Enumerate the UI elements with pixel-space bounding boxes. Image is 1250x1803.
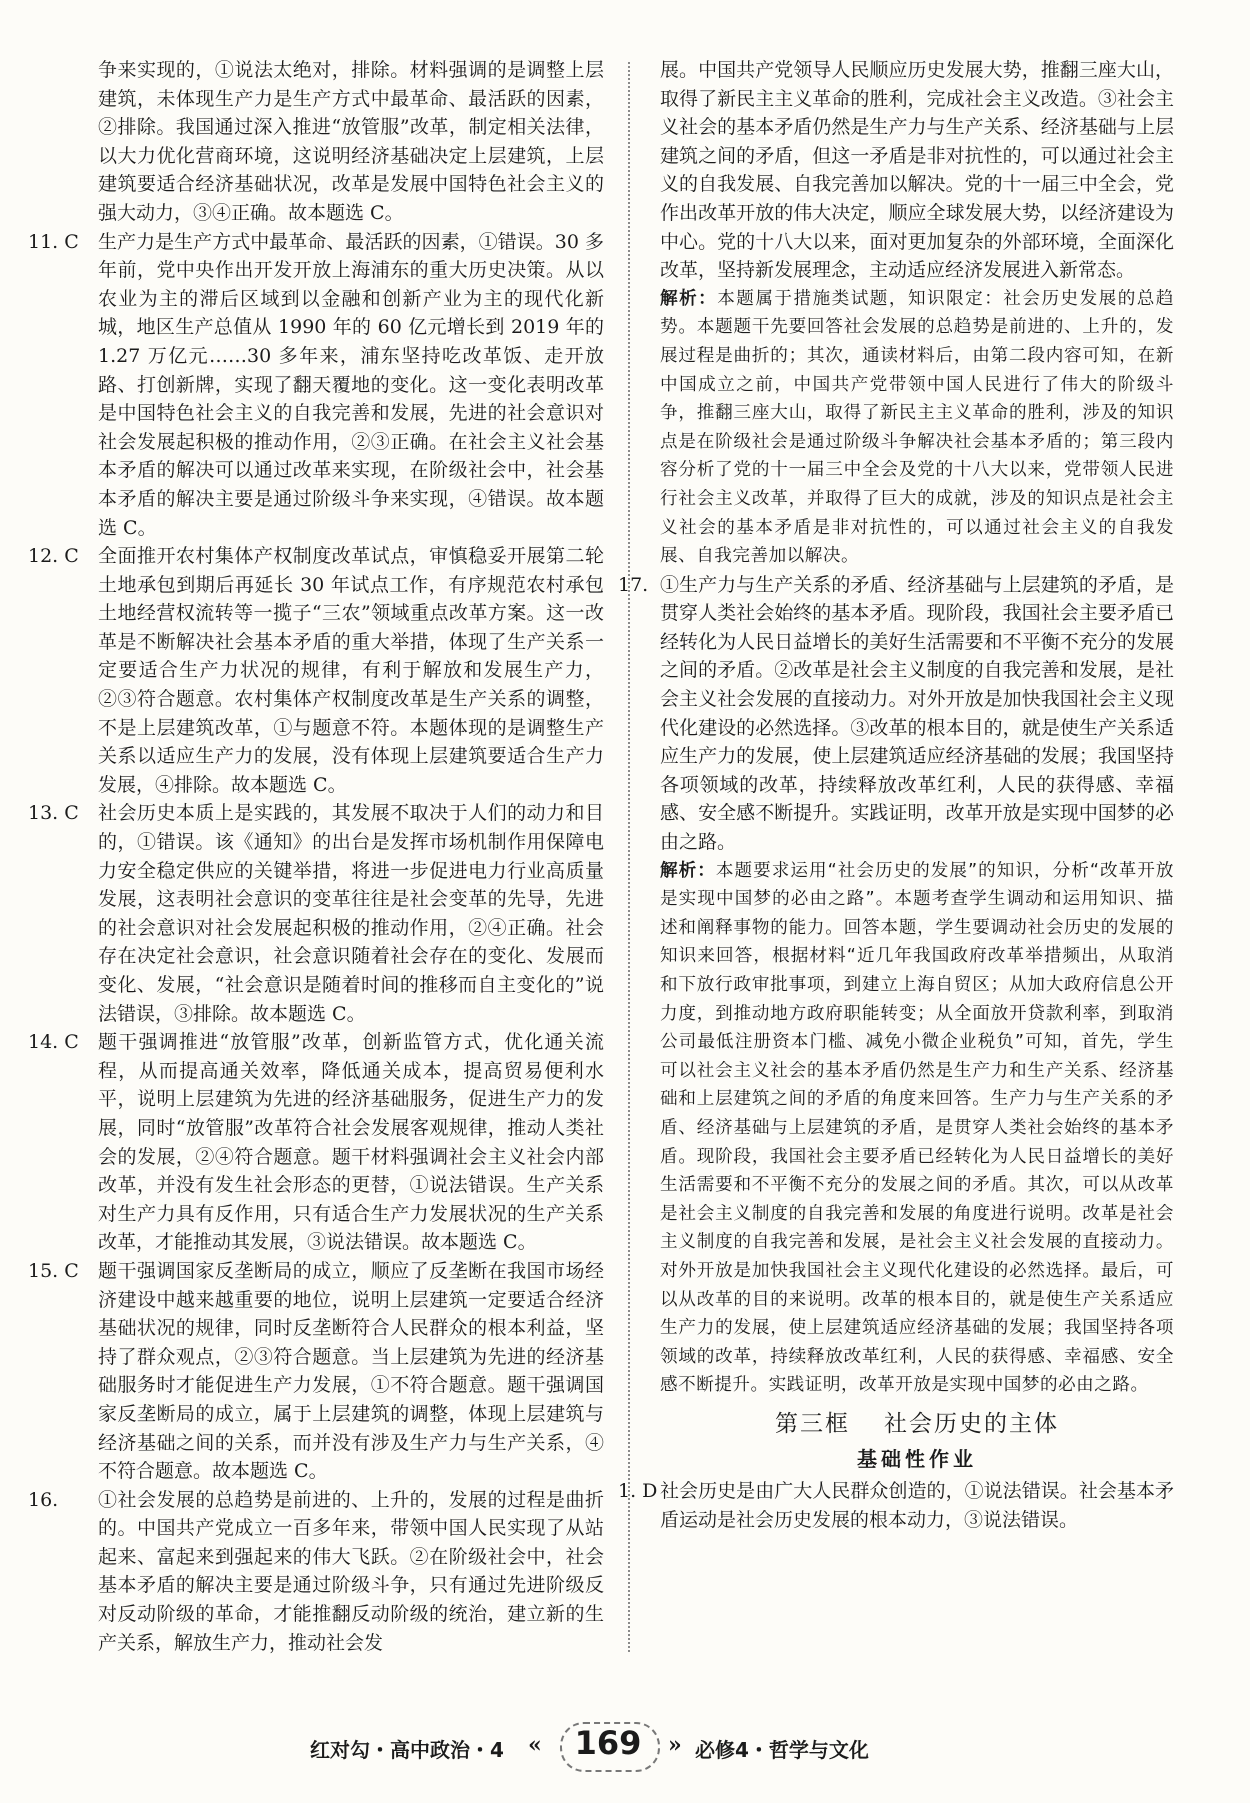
answer-text: 题干强调国家反垄断局的成立，顺应了反垄断在我国市场经济建设中越来越重要的地位，说明上层建筑一定要适合经济基础状况的规律，同时反垄断符合人民群众的根本利益，坚持了群众观点，②③符合题意。当上层建筑为先进的经济基础服务时才能促进生产力发展，①不符合题意。题干强调国家反垄断局的成立，属于上层建筑的调整，体现上层建筑与经济基础之间的关系，而并没有涉及生产力与生产关系，④不符合题意。故本题选 C。 [98,1259,604,1483]
answer-number: 15. C [28,1259,79,1282]
answer-text: 题干强调推进“放管服”改革，创新监管方式，优化通关流程，从而提高通关效率，降低通关成本，提高贸易便利水平，说明上层建筑为先进的经济基础服务，促进生产力的发展，同时“放管服”改革符合社会发展客观规律，推动人类社会的发展，②④符合题意。题干材料强调社会主义社会内部改革，并没有发生社会形态的更替，①说法错误。生产关系对生产力具有反作用，只有适合生产力发展状况的生产关系改革，才能推动其发展，③说法错误。故本题选 C。 [98,1031,604,1254]
answer-number: 13. C [28,802,79,825]
answer-number: 17. [618,573,649,596]
answer-text: ①生产力与生产关系的矛盾、经济基础与上层建筑的矛盾，是贯穿人类社会始终的基本矛盾。现阶段，我国社会主要矛盾已经转化为人民日益增长的美好生活需要和不平衡不充分的发展之间的矛盾。②改革是社会主义制度的自我完善和发展，是社会主义社会发展的直接动力。对外开放是加快我国社会主义现代化建设的必然选择。③改革的根本目的，就是使生产关系适应生产力的发展，使上层建筑适应经济基础的发展；我国坚持各项领域的改革，持续释放改革红利，人民的获得感、幸福感、安全感不断提升。实践证明，改革开放是实现中国梦的必由之路。 [660,573,1174,854]
analysis-label: 解析： [660,860,716,881]
answer-continuation: 争来实现的，①说法太绝对，排除。材料强调的是调整上层建筑，未体现生产力是生产方式中最革命、最活跃的因素，②排除。我国通过深入推进“放管服”改革，制定相关法律，以大力优化营商环境，这说明经济基础决定上层建筑，上层建筑要适合经济基础状况，改革是发展中国特色社会主义的强大动力，③④正确。故本题选 C。 [98,59,604,224]
analysis-17 [660,857,1174,1400]
answer-text: 社会历史是由广大人民群众创造的，①说法错误。社会基本矛盾运动是社会历史发展的根本动力，③说法错误。 [660,1480,1174,1531]
left-column [28,56,604,1657]
answer-text: 生产力是生产方式中最革命、最活跃的因素，①错误。30 多年前，党中央作出开发开放上海浦东的重大历史决策。从以农业为主的滞后区域到以金融和创新产业为主的现代化新城，地区生产总值从 1990 年的 60 亿元增长到 2019 年的 1.27 万亿元……30 多年来，浦东坚持吃改革饭、走开放路、打创新牌，实现了翻天覆地的变化。这一变化表明改革是中国特色社会主义的自我完善和发展，先进的社会意识对社会发展起积极的推动作用，②③正确。在社会主义社会基本矛盾的解决可以通过改革来实现，在阶级社会中，社会基本矛盾的解决主要是通过阶级斗争来实现，④错误。故本题选 C。 [98,230,604,539]
answer-number: 11. C [28,230,79,253]
right-column [618,56,1174,1534]
answer-14 [28,1028,604,1257]
footer-volume-title: 必修4・哲学与文化 [695,1738,869,1762]
answer-number: 1. D [618,1480,658,1503]
answer-17 [618,571,1174,857]
answer-16 [28,1486,604,1658]
page-number: 169 [574,1724,642,1762]
subsection-heading: 基础性作业 [857,1446,977,1471]
answer-12 [28,542,604,799]
answer-text: 社会历史本质上是实践的，其发展不取决于人们的动力和目的，①错误。该《通知》的出台是发挥市场机制作用保障电力安全稳定供应的关键举措，将进一步促进电力行业高质量发展，这表明社会意识的变革往往是社会变革的先导，先进的社会意识对社会发展起积极的推动作用，②④正确。社会存在决定社会意识，社会意识随着社会存在的变化、发展而变化、发展，“社会意识是随着时间的推移而自主变化的”说法错误，③排除。故本题选 C。 [98,802,604,1025]
chevron-left-icon: « [528,1732,542,1758]
column-divider [628,62,630,1652]
answer-13 [28,799,604,1028]
answer-number: 12. C [28,545,79,568]
answer-16-continuation: 展。中国共产党领导人民顺应历史发展大势，推翻三座大山，取得了新民主主义革命的胜利，完成社会主义改造。③社会主义社会的基本矛盾仍然是生产力与生产关系、经济基础与上层建筑之间的矛盾，但这一矛盾是非对抗性的，可以通过社会主义的自我发展、自我完善加以解决。党的十一届三中全会，党作出改革开放的伟大决定，顺应全球发展大势，以经济建设为中心。党的十八大以来，面对更加复杂的外部环境，全面深化改革，坚持新发展理念，主动适应经济发展进入新常态。 [660,59,1174,282]
section-number: 第三框 [775,1410,850,1437]
analysis-16 [660,285,1174,571]
chevron-right-icon: » [668,1732,682,1758]
answer-number: 16. [28,1488,59,1511]
answer-15 [28,1257,604,1486]
analysis-label: 解析： [660,288,718,309]
analysis-text: 本题要求运用“社会历史的发展”的知识，分析“改革开放是实现中国梦的必由之路”。本题考查学生调动和运用知识、描述和阐释事物的能力。回答本题，学生要调动社会历史的发展的知识来回答，根据材料“近几年我国政府改革举措频出，从取消和下放行政审批事项，到建立上海自贸区；从加大政府信息公开力度，到推动地方政府职能转变；从全面放开贷款利率，到取消公司最低注册资本门槛、减免小微企业税负”可知，首先，学生可以社会主义社会的基本矛盾仍然是生产力和生产关系、经济基础和上层建筑之间的矛盾的角度来回答。生产力与生产关系的矛盾、经济基础与上层建筑的矛盾，是贯穿人类社会始终的基本矛盾。现阶段，我国社会主要矛盾已经转化为人民日益增长的美好生活需要和不平衡不充分的发展之间的矛盾。其次，可以从改革是社会主义制度的自我完善和发展的角度进行说明。改革是社会主义制度的自我完善和发展，是社会主义社会发展的直接动力。对外开放是加快我国社会主义现代化建设的必然选择。最后，可以从改革的目的来说明。改革的根本目的，就是使生产关系适应生产力的发展，使上层建筑适应经济基础的发展；我国坚持各项领域的改革，持续释放改革红利，人民的获得感、幸福感、安全感不断提升。实践证明，改革开放是实现中国梦的必由之路。 [660,860,1174,1396]
answer-1 [618,1477,1174,1534]
page-footer [0,1720,1250,1780]
analysis-text: 本题属于措施类试题，知识限定：社会历史发展的总趋势。本题题干先要回答社会发展的总趋势是前进的、上升的，发展过程是曲折的；其次，通读材料后，由第二段内容可知，在新中国成立之前，中国共产党带领中国人民进行了伟大的阶级斗争，推翻三座大山，取得了新民主主义革命的胜利，涉及的知识点是在阶级社会是通过阶级斗争解决社会基本矛盾的；第三段内容分析了党的十一届三中全会及党的十八大以来，党带领人民进行社会主义改革，并取得了巨大的成就，涉及的知识点是社会主义社会的基本矛盾是非对抗性的，可以通过社会主义的自我发展、自我完善加以解决。 [660,288,1174,567]
answer-11 [28,228,604,543]
answer-text: 全面推开农村集体产权制度改革试点，审慎稳妥开展第二轮土地承包到期后再延长 30 年试点工作，有序规范农村承包土地经营权流转等一揽子“三农”领域重点改革方案。这一改革是不断解决社会基本矛盾的重大举措，体现了生产关系一定要适合生产力状况的规律，有利于解放和发展生产力，②③符合题意。农村集体产权制度改革是生产关系的调整，不是上层建筑改革，①与题意不符。本题体现的是调整生产关系以适应生产力的发展，没有体现上层建筑要适合生产力发展，④排除。故本题选 C。 [98,545,604,796]
section-title [660,1410,1174,1439]
answer-text: ①社会发展的总趋势是前进的、上升的，发展的过程是曲折的。中国共产党成立一百多年来，带领中国人民实现了从站起来、富起来到强起来的伟大飞跃。②在阶级社会中，社会基本矛盾的解决主要是通过阶级斗争，只有通过先进阶级反对反动阶级的革命，才能推翻反动阶级的统治，建立新的生产关系，解放生产力，推动社会发 [98,1488,604,1654]
answer-number: 14. C [28,1031,79,1054]
section-name: 社会历史的主体 [884,1410,1059,1437]
footer-book-title: 红对勾・高中政治・4 [310,1738,504,1762]
